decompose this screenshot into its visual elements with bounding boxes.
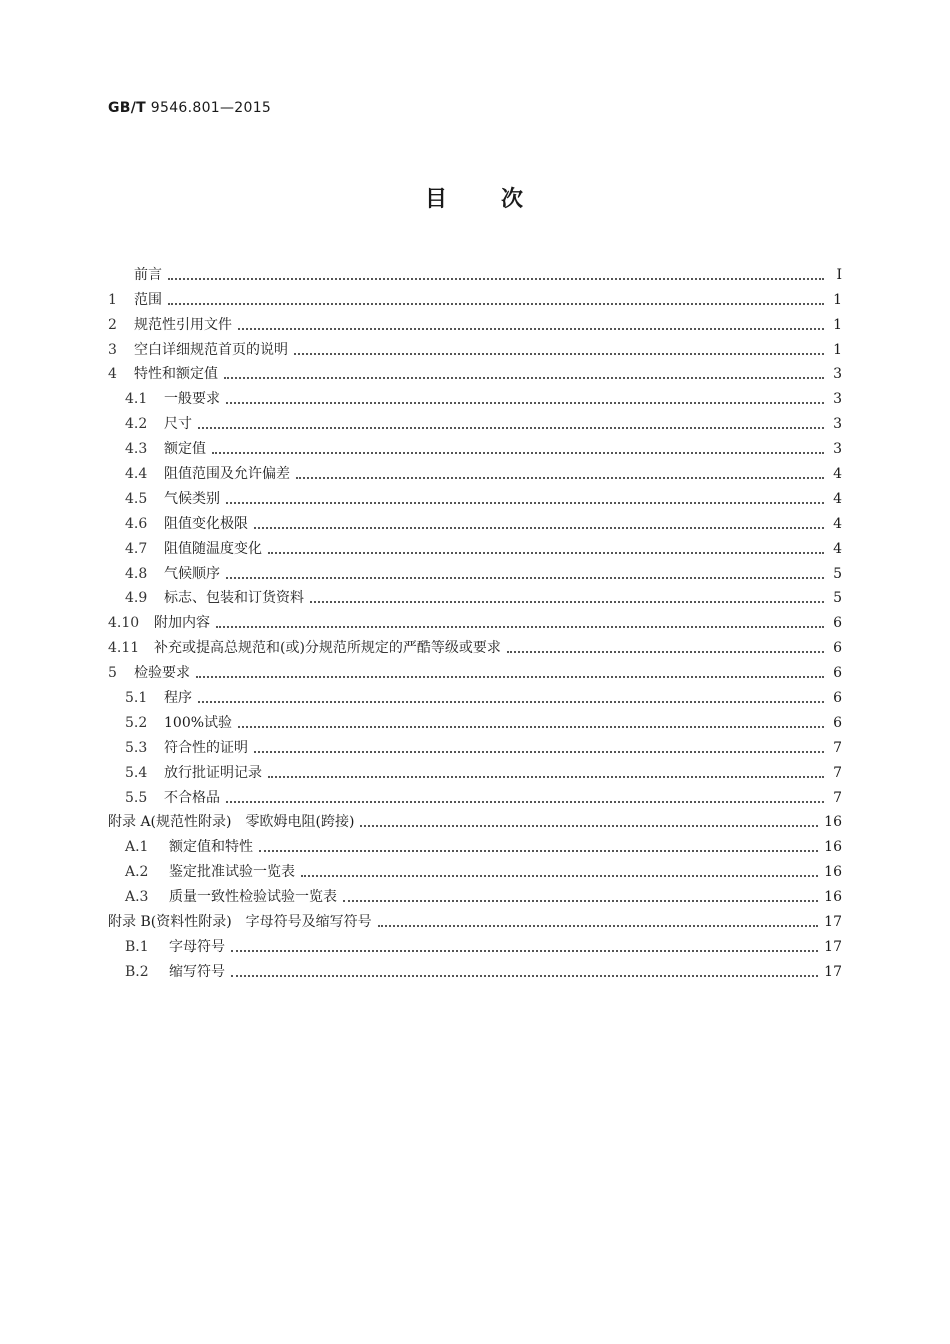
toc-entry-page: 17 <box>824 963 842 980</box>
toc-entry-number: A.1 <box>125 839 149 856</box>
leader-dots <box>212 452 824 454</box>
leader-dots <box>343 900 818 902</box>
leader-dots <box>507 651 824 653</box>
toc-entry-title: 规范性引用文件 <box>134 316 232 333</box>
toc-entry-number: 5.4 <box>125 764 148 781</box>
leader-dots <box>226 502 824 504</box>
document-code <box>108 100 271 116</box>
toc-entry-page: 3 <box>833 366 842 383</box>
leader-dots <box>296 477 824 479</box>
toc-entry-page: 7 <box>833 789 842 806</box>
toc-entry[interactable] <box>108 758 842 783</box>
leader-dots <box>310 601 824 603</box>
toc-entry-page: Ⅰ <box>836 266 842 283</box>
leader-dots <box>226 577 824 579</box>
toc-entry-title: 字母符号 <box>169 938 225 955</box>
toc-entry-page: 4 <box>833 540 842 557</box>
toc-entry-title: 前言 <box>134 266 162 283</box>
toc-entry[interactable] <box>108 509 842 534</box>
toc-entry-number: 4.10 <box>108 615 140 632</box>
toc-entry[interactable] <box>108 434 842 459</box>
toc-entry-page: 4 <box>833 490 842 507</box>
toc-entry-title: 检验要求 <box>134 665 190 682</box>
toc-entry-title: 额定值 <box>164 441 206 458</box>
toc-entry[interactable] <box>108 409 842 434</box>
leader-dots <box>378 925 819 927</box>
toc-entry[interactable] <box>108 658 842 683</box>
toc-entry[interactable] <box>108 808 842 833</box>
toc-entry-title: 标志、包装和订货资料 <box>164 590 304 607</box>
toc-entry-number: 5.5 <box>125 789 148 806</box>
toc-entry-number: A.3 <box>125 889 149 906</box>
toc-entry-title: 附加内容 <box>154 615 210 632</box>
toc-entry[interactable] <box>108 285 842 310</box>
toc-entry-page: 6 <box>833 690 842 707</box>
toc-entry-title: 尺寸 <box>164 416 192 433</box>
toc-entry-number: B.1 <box>125 938 149 955</box>
toc-entry[interactable] <box>108 857 842 882</box>
leader-dots <box>226 402 824 404</box>
toc-entry-number: 4.6 <box>125 515 148 532</box>
leader-dots <box>254 751 824 753</box>
toc-entry-title: 缩写符号 <box>169 963 225 980</box>
toc-entry-title: 范围 <box>134 291 162 308</box>
toc-entry-title: 阻值范围及允许偏差 <box>164 466 290 483</box>
leader-dots <box>198 701 824 703</box>
toc-entry-page: 1 <box>833 316 842 333</box>
toc-entry[interactable] <box>108 360 842 385</box>
leader-dots <box>254 527 824 529</box>
toc-entry-page: 7 <box>833 739 842 756</box>
toc-entry-number: A.2 <box>125 864 149 881</box>
toc-entry[interactable] <box>108 733 842 758</box>
page-title <box>0 182 950 213</box>
leader-dots <box>198 427 824 429</box>
toc-entry-number: 4.9 <box>125 590 148 607</box>
toc-entry-page: 17 <box>824 914 842 931</box>
toc-entry-page: 1 <box>833 291 842 308</box>
toc-entry-title: 放行批证明记录 <box>164 764 262 781</box>
toc-entry-number: 4.1 <box>125 391 148 408</box>
leader-dots <box>238 726 824 728</box>
toc-entry[interactable] <box>108 832 842 857</box>
toc-entry-title: 空白详细规范首页的说明 <box>134 341 288 358</box>
standard-number: 9546.801—2015 <box>150 100 272 116</box>
toc-entry[interactable] <box>108 260 842 285</box>
toc-entry-number: 5.3 <box>125 739 148 756</box>
leader-dots <box>268 552 824 554</box>
toc-entry[interactable] <box>108 335 842 360</box>
toc-entry[interactable] <box>108 882 842 907</box>
toc-entry-title: 一般要求 <box>164 391 220 408</box>
toc-entry[interactable] <box>108 384 842 409</box>
toc-entry-title: 额定值和特性 <box>169 839 253 856</box>
toc-entry-page: 16 <box>824 864 842 881</box>
toc-entry[interactable] <box>108 484 842 509</box>
toc-entry-page: 3 <box>833 416 842 433</box>
toc-entry-number: 5 <box>108 665 117 682</box>
toc-entry-number: 4.4 <box>125 466 148 483</box>
leader-dots <box>231 950 818 952</box>
standard-prefix: GB/T <box>108 100 147 116</box>
toc-entry-number: 4.11 <box>108 640 140 657</box>
toc-entry[interactable] <box>108 708 842 733</box>
leader-dots <box>301 875 818 877</box>
toc-entry-number: 3 <box>108 341 117 358</box>
toc-entry-page: 5 <box>833 565 842 582</box>
toc-entry-number: 5.1 <box>125 690 148 707</box>
table-of-contents <box>108 260 842 982</box>
toc-entry-page: 16 <box>824 889 842 906</box>
toc-entry[interactable] <box>108 559 842 584</box>
toc-entry[interactable] <box>108 459 842 484</box>
title-char-2: 次 <box>501 187 526 212</box>
toc-entry-page: 6 <box>833 714 842 731</box>
toc-entry-title: 质量一致性检验试验一览表 <box>169 889 337 906</box>
leader-dots <box>231 975 818 977</box>
toc-entry-number: 1 <box>108 291 117 308</box>
toc-entry-number: 4.2 <box>125 416 148 433</box>
toc-entry-page: 4 <box>833 515 842 532</box>
toc-entry-number: 5.2 <box>125 714 148 731</box>
toc-entry-title: 附录 B(资料性附录) 字母符号及缩写符号 <box>108 914 372 931</box>
toc-entry-page: 3 <box>833 441 842 458</box>
leader-dots <box>238 328 824 330</box>
leader-dots <box>294 353 824 355</box>
leader-dots <box>268 776 824 778</box>
leader-dots <box>224 377 824 379</box>
toc-entry-page: 1 <box>833 341 842 358</box>
toc-entry[interactable] <box>108 783 842 808</box>
leader-dots <box>360 825 818 827</box>
toc-entry-page: 6 <box>833 665 842 682</box>
toc-entry-number: 4.3 <box>125 441 148 458</box>
leader-dots <box>168 278 824 280</box>
toc-entry[interactable] <box>108 584 842 609</box>
toc-entry-title: 程序 <box>164 690 192 707</box>
toc-entry-number: 2 <box>108 316 117 333</box>
toc-entry[interactable] <box>108 534 842 559</box>
toc-entry-number: 4.8 <box>125 565 148 582</box>
toc-entry[interactable] <box>108 633 842 658</box>
toc-entry[interactable] <box>108 957 842 982</box>
leader-dots <box>168 303 824 305</box>
title-char-1: 目 <box>424 187 449 212</box>
toc-entry-title: 气候顺序 <box>164 565 220 582</box>
toc-entry-number: B.2 <box>125 963 149 980</box>
toc-entry-title: 阻值随温度变化 <box>164 540 262 557</box>
toc-entry-number: 4.7 <box>125 540 148 557</box>
toc-entry-page: 7 <box>833 764 842 781</box>
toc-entry-title: 不合格品 <box>164 789 220 806</box>
toc-entry-title: 鉴定批准试验一览表 <box>169 864 295 881</box>
toc-entry[interactable] <box>108 932 842 957</box>
toc-entry-page: 16 <box>824 839 842 856</box>
toc-entry-title: 100%试验 <box>164 714 233 731</box>
toc-entry[interactable] <box>108 907 842 932</box>
toc-entry-page: 16 <box>824 814 842 831</box>
toc-entry-page: 4 <box>833 466 842 483</box>
toc-entry-title: 附录 A(规范性附录) 零欧姆电阻(跨接) <box>108 814 355 831</box>
toc-entry-title: 符合性的证明 <box>164 739 248 756</box>
toc-entry-title: 阻值变化极限 <box>164 515 248 532</box>
toc-entry-page: 17 <box>824 938 842 955</box>
toc-entry-title: 气候类别 <box>164 490 220 507</box>
toc-entry-page: 6 <box>833 615 842 632</box>
toc-entry-title: 补充或提高总规范和(或)分规范所规定的严酷等级或要求 <box>154 640 501 657</box>
leader-dots <box>216 626 824 628</box>
toc-entry-number: 4.5 <box>125 490 148 507</box>
toc-entry-page: 3 <box>833 391 842 408</box>
toc-entry-title: 特性和额定值 <box>134 366 218 383</box>
toc-entry-page: 6 <box>833 640 842 657</box>
toc-entry[interactable] <box>108 608 842 633</box>
toc-entry[interactable] <box>108 310 842 335</box>
leader-dots <box>196 676 824 678</box>
leader-dots <box>226 801 824 803</box>
toc-entry-page: 5 <box>833 590 842 607</box>
leader-dots <box>259 850 818 852</box>
toc-entry-number: 4 <box>108 366 117 383</box>
toc-entry[interactable] <box>108 683 842 708</box>
